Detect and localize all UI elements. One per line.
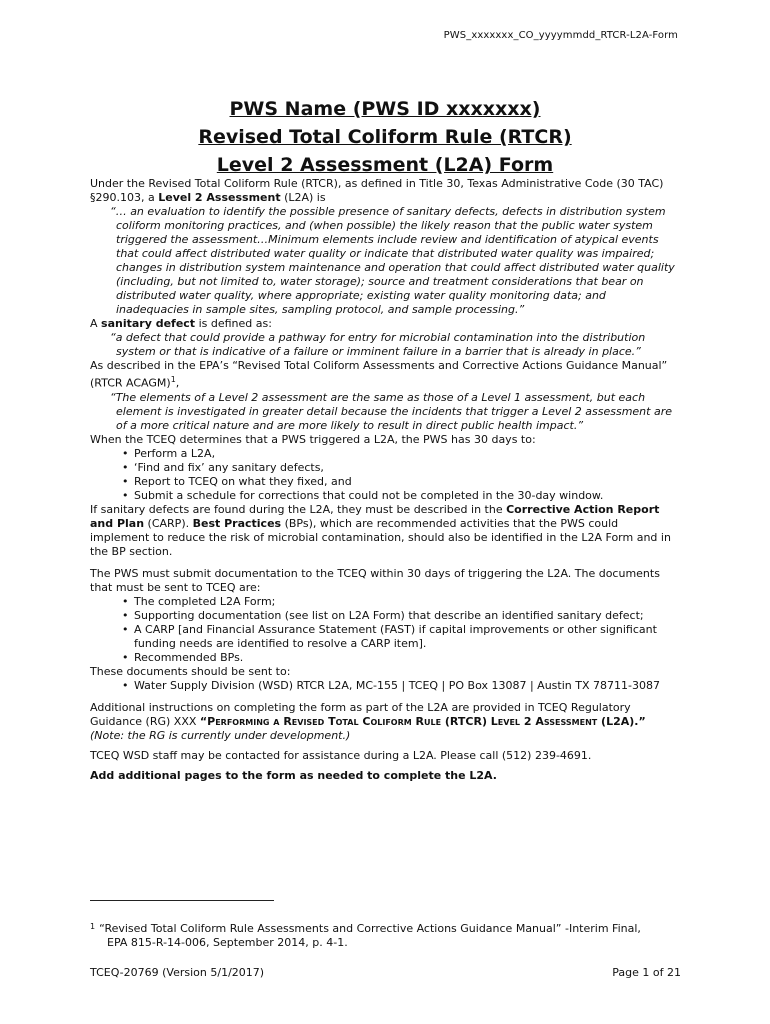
epa-paragraph <box>90 359 680 391</box>
carp-paragraph <box>90 503 680 559</box>
list-item: • The completed L2A Form; <box>124 595 680 609</box>
carp-abbrev: (CARP). <box>144 516 193 530</box>
sanitary-defect-term: sanitary defect <box>101 317 196 330</box>
intro-text-end: (L2A) is <box>280 191 326 204</box>
contact-paragraph: TCEQ WSD staff may be contacted for assistance during a L2A. Please call (512) 239-4691. <box>90 748 592 762</box>
submit-paragraph: The PWS must submit documentation to the TCEQ within 30 days of triggering the L2A. The documents that must be sent to TCEQ are: <box>90 566 660 594</box>
footnote <box>90 922 680 950</box>
epa-text-end: , <box>175 376 180 390</box>
page-number: Page 1 of 21 <box>612 966 681 979</box>
list-item: • A CARP [and Financial Assurance Statement (FAST) if capital improvements or other significant funding needs are identified to resolve a CARP item]. <box>124 623 680 651</box>
send-to-paragraph: These documents should be sent to: <box>90 664 291 678</box>
intro-paragraph <box>90 177 680 205</box>
rg-note: (Note: the RG is currently under development.) <box>90 728 351 742</box>
form-id-footer: TCEQ-20769 (Version 5/1/2017) <box>90 966 265 979</box>
title-pws-name: PWS Name (PWS ID xxxxxxx) <box>229 98 541 120</box>
instructions-text: Additional instructions on completing the form as part of the L2A are provided in TCEQ Regulatory Guidance (RG) XXX <box>90 700 631 728</box>
sanitary-defect-quote: “a defect that could provide a pathway for entry for microbial contamination into the distribution system or that is indicative of a failure or imminent failure in a barrier that is already in place.” <box>110 331 646 358</box>
sanitary-defect-text-end: is defined as: <box>195 317 272 330</box>
footnote-number: 1 <box>90 922 96 931</box>
l2a-definition-quote: “… an evaluation to identify the possible presence of sanitary defects, defects in distribution system coliform monitoring practices, and (when possible) the likely reason that the public water system triggered the assessment…Minimum elements include review and identification of atypical events that could affect distributed water quality or indicate that distributed water quality was impaired; changes in distribution system maintenance and operation that could affect distributed water quality (including, but not limited to, water storage); source and treatment considerations that bear on distributed water quality, where appropriate; existing water quality monitoring data; and inadequacies in sample sites, sampling protocol, and sample processing.” <box>110 205 675 316</box>
add-pages-note: Add additional pages to the form as needed to complete the L2A. <box>90 768 497 782</box>
intro-text: Under the Revised Total Coliform Rule (RTCR), as defined in Title 30, Texas Administrative Code (30 TAC) §290.103, a <box>90 177 664 204</box>
title-rule-name: Revised Total Coliform Rule (RTCR) <box>198 126 572 148</box>
list-item: • Water Supply Division (WSD) RTCR L2A, MC-155 | TCEQ | PO Box 13087 | Austin TX 78711-3087 <box>124 679 680 693</box>
best-practices-term: Best Practices <box>192 516 282 530</box>
epa-text: As described in the EPA’s “Revised Total Coliform Assessments and Corrective Actions Guidance Manual” (RTCR ACAGM) <box>90 359 668 390</box>
sanitary-defect-text: A <box>90 317 102 330</box>
footnote-line: “Revised Total Coliform Rule Assessments and Corrective Actions Guidance Manual” -Interim Final, <box>99 922 641 935</box>
footnote-ref[interactable]: 1 <box>170 375 176 384</box>
document-body <box>90 177 680 783</box>
list-item: • Perform a L2A, <box>124 447 680 461</box>
sanitary-defect-paragraph <box>90 317 680 331</box>
footnote-divider <box>90 900 274 901</box>
carp-text: If sanitary defects are found during the L2A, they must be described in the <box>90 502 507 516</box>
l2a-term: Level 2 Assessment <box>158 191 281 204</box>
list-item: • ‘Find and fix’ any sanitary defects, <box>124 461 680 475</box>
title-form-name: Level 2 Assessment (L2A) Form <box>216 154 554 176</box>
rg-title: “Performing a Revised Total Coliform Rule (RTCR) Level 2 Assessment (L2A).” <box>199 714 646 728</box>
list-item: • Supporting documentation (see list on L2A Form) that describe an identified sanitary defect; <box>124 609 680 623</box>
best-practices-text: (BPs), which are recommended activities that the PWS could implement to reduce the risk of microbial contamination, should also be identified in the L2A Form and in the BP section. <box>90 516 671 558</box>
list-item: • Submit a schedule for corrections that could not be completed in the 30-day window. <box>124 489 680 503</box>
additional-instructions-paragraph <box>90 701 680 743</box>
carp-term: Corrective Action Report and Plan <box>90 502 660 530</box>
epa-quote: “The elements of a Level 2 assessment are the same as those of a Level 1 assessment, but each element is investigated in greater detail because the incidents that trigger a Level 2 assessment are of a more critical nature and are more likely to result in direct public health impact.” <box>110 390 672 432</box>
list-item: • Report to TCEQ on what they fixed, and <box>124 475 680 489</box>
footnote-line: EPA 815-R-14-006, September 2014, p. 4-1. <box>107 936 348 949</box>
list-item: • Recommended BPs. <box>124 651 680 665</box>
document-filename-header: PWS_xxxxxxx_CO_yyyymmdd_RTCR-L2A-Form <box>443 30 678 41</box>
documents-list <box>90 595 680 665</box>
address-list <box>90 679 680 693</box>
document-title-block <box>0 95 770 179</box>
thirty-days-list <box>90 447 680 503</box>
thirty-days-paragraph: When the TCEQ determines that a PWS triggered a L2A, the PWS has 30 days to: <box>90 432 536 446</box>
